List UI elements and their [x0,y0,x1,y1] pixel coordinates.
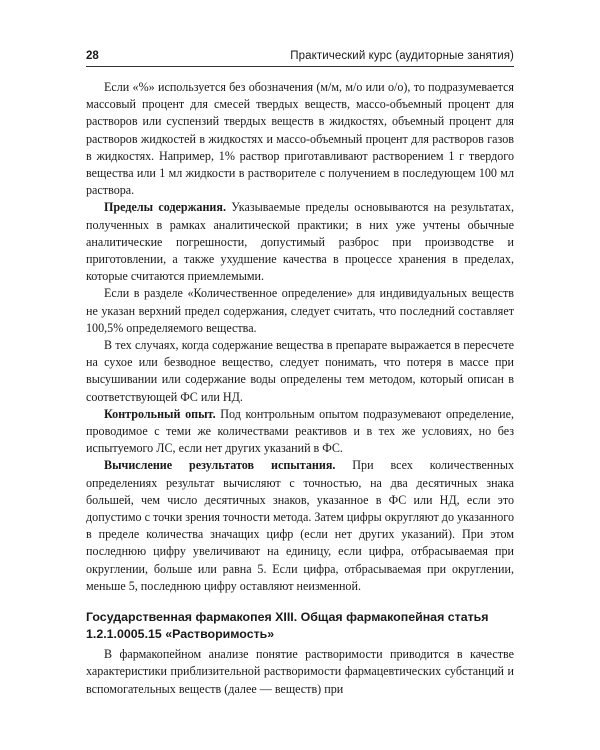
paragraph-text: В тех случаях, когда содержание вещества в препарате выражается в пересчете на сухое или безводное вещество, следует понимать, что потеря в массе при высушивании или содержание воды определены тем методом, который описан в соответствующей ФС или НД. [86,338,514,404]
page-number: 28 [86,50,99,62]
section-heading: Государственная фармакопея XIII. Общая фармакопейная статья 1.2.1.0005.15 «Растворимость» [86,610,489,641]
paragraph-text: В фармакопейном анализе понятие растворимости приводится в качестве характеристики приблизительной растворимости фармацевтических субстанций и вспомогательных веществ (далее — веществ) при [86,647,514,696]
paragraph-text: Если «%» используется без обозначения (м/м, м/о или о/о), то подразумевается массовый процент для смесей твердых веществ, массо-объемный процент для растворов или суспензий твердых веществ в жидкостях, объемный процент для растворов жидкостей в жидкостях и массо-объемный процент для растворов газов в жидкостях. Например, 1% раствор приготавливают растворением 1 г твердого вещества или 1 мл жидкости в растворителе с получением в последующем 100 мл раствора. [86,80,514,198]
paragraph-text: Если в разделе «Количественное определение» для индивидуальных веществ не указан верхний предел содержания, следует считать, что последний составляет 100,5% определяемого вещества. [86,286,514,335]
paragraph-result-calculation [86,457,514,595]
paragraph-lead: Вычисление результатов испытания. [104,458,336,473]
paragraph-upper-limit [86,285,514,337]
paragraph-text: При всех количественных определениях результат вычисляют с точностью, на два десятичных знака большей, чем число десятичных знаков, указанное в ФС или НД, если это допустимо с точки зрения точности метода. Затем цифры округляют до указанного в пределе количества значащих цифр (если нет других указаний). При этом последнюю цифру увеличивают на единицу, если цифра, отбрасываемая при округлении, больше или равна 5. Если цифра, отбрасываемая при округлении, меньше 5, последнюю цифру оставляют неизменной. [86,458,514,593]
paragraph-text: Под контрольным опытом подразумевают определение, проводимое с теми же количествами реактивов и в тех же условиях, но без испытуемого ЛС, если нет других указаний в ФС. [86,406,514,456]
paragraph-content-limits [86,199,514,285]
paragraph-lead: Пределы содержания. [104,200,226,215]
paragraph-blank-test [86,406,514,458]
running-title: Практический курс (аудиторные занятия) [290,50,514,62]
paragraph-solubility-intro [86,646,514,698]
paragraph-text: Указываемые пределы основываются на результатах, полученных в рамках аналитической практики; в них уже учтены обычные аналитические погрешности, допустимый разброс при производстве и приготовлении, а также ухудшение качества в процессе хранения в пределах, которые считаются приемлемыми. [86,200,514,284]
paragraph-lead: Контрольный опыт. [104,406,216,421]
running-header [86,50,514,67]
document-page [86,50,514,698]
paragraph-percent-definition [86,79,514,199]
paragraph-dry-basis [86,337,514,406]
